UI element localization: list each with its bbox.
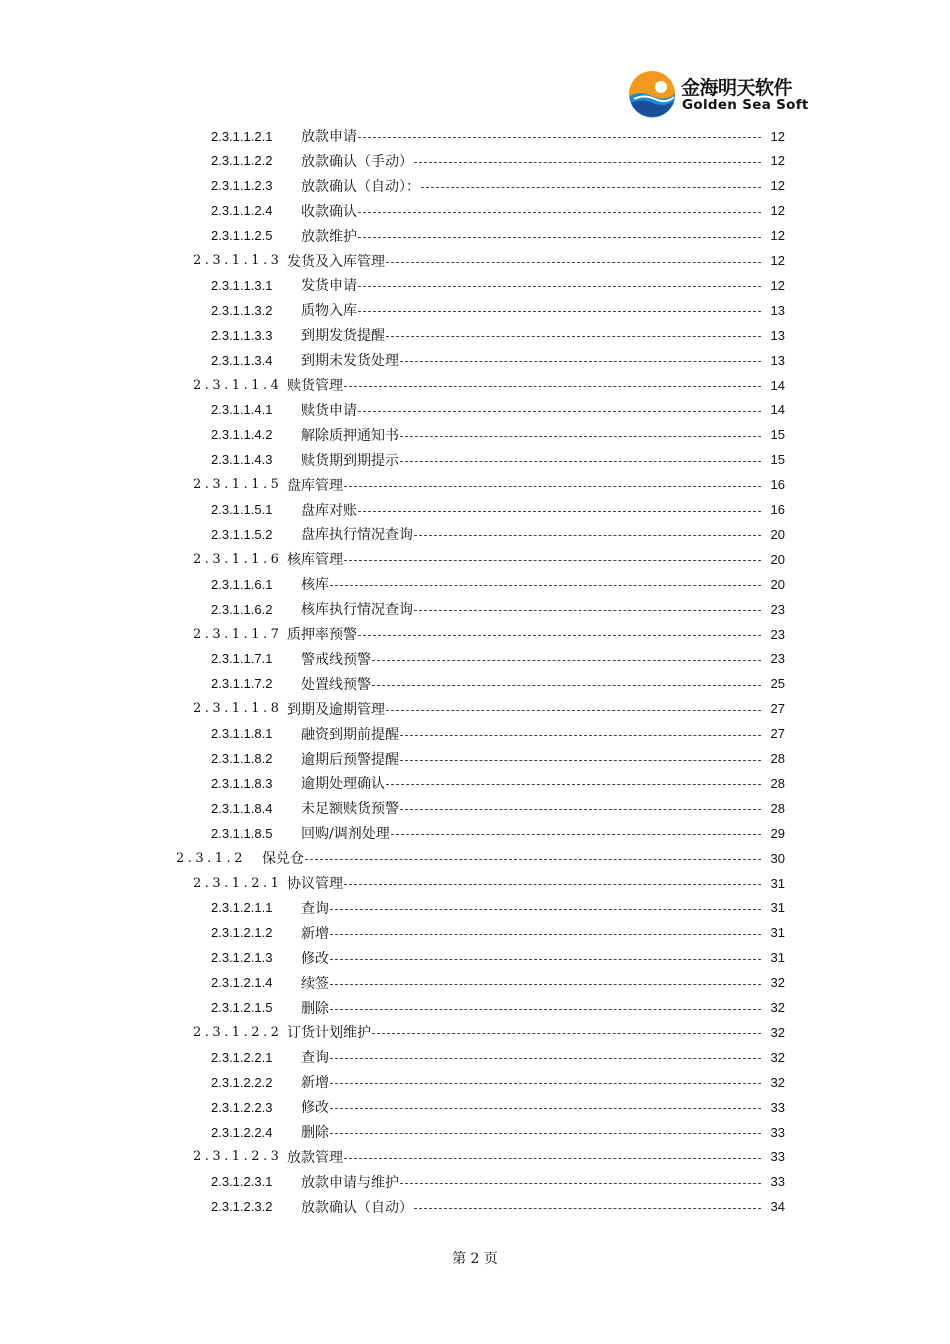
toc-entry-number: 2.3.1.1.4.3 xyxy=(211,452,273,468)
toc-entry-number: 2.3.1.1.6.2 xyxy=(211,601,273,617)
toc-entry-number: 2.3.1.1.8 xyxy=(193,701,283,717)
toc-entry-title: 放款申请与维护 xyxy=(301,1174,399,1191)
toc-entry-number: 2.3.1.1.6.1 xyxy=(211,576,273,592)
toc-entry-title: 处置线预警 xyxy=(301,676,371,693)
toc-entry[interactable] xyxy=(0,722,950,746)
toc-entry[interactable] xyxy=(0,747,950,771)
golden-sea-logo-icon xyxy=(628,70,676,118)
toc-entry-page: 31 xyxy=(770,875,785,891)
toc-entry-page: 31 xyxy=(770,925,785,941)
page-number-footer: 第 2 页 xyxy=(452,1251,498,1267)
toc-entry-number: 2.3.1.1.3.1 xyxy=(211,277,273,293)
toc-entry-title: 保兑仓 xyxy=(262,851,304,868)
toc-entry[interactable] xyxy=(0,1170,950,1194)
toc-entry-title: 赎货管理 xyxy=(287,378,343,394)
toc-entry-title: 回购/调剂处理 xyxy=(301,826,390,843)
toc-entry-page: 34 xyxy=(770,1199,785,1215)
toc-dot-leader xyxy=(344,485,761,487)
toc-entry-title: 新增 xyxy=(301,1075,329,1092)
toc-entry[interactable] xyxy=(0,771,950,795)
toc-dot-leader xyxy=(330,1132,761,1134)
toc-entry-title: 新增 xyxy=(301,925,329,942)
toc-dot-leader xyxy=(358,510,761,512)
toc-entry[interactable] xyxy=(0,1020,950,1044)
toc-entry-number: 2.3.1.1.2.2 xyxy=(211,153,273,169)
toc-dot-leader xyxy=(358,410,761,412)
toc-entry[interactable] xyxy=(0,199,950,223)
toc-entry-number: 2.3.1.1.3.2 xyxy=(211,302,273,318)
toc-entry-title: 核库 xyxy=(301,577,329,594)
toc-entry-number: 2.3.1.1.5.1 xyxy=(211,502,273,517)
toc-entry-title: 未足额赎货预警 xyxy=(301,801,399,818)
toc-dot-leader xyxy=(386,261,761,263)
company-logo xyxy=(628,70,818,120)
toc-entry-page: 29 xyxy=(770,825,785,841)
toc-entry-title: 发货申请 xyxy=(301,278,357,295)
toc-entry-title: 续签 xyxy=(301,975,329,992)
toc-entry-number: 2.3.1.2.2.2 xyxy=(211,1074,273,1090)
toc-entry-number: 2.3.1.2.1.1 xyxy=(211,900,273,916)
toc-entry-title: 到期发货提醒 xyxy=(301,328,385,345)
toc-entry-title: 质押率预警 xyxy=(287,627,357,643)
toc-entry-number: 2.3.1.2.2.4 xyxy=(211,1124,273,1140)
toc-entry-page: 33 xyxy=(770,1124,785,1140)
toc-entry[interactable] xyxy=(0,224,950,248)
toc-entry-page: 15 xyxy=(770,452,785,468)
toc-entry[interactable] xyxy=(0,473,950,497)
toc-entry[interactable] xyxy=(0,1095,950,1119)
toc-entry-page: 23 xyxy=(770,651,785,667)
toc-dot-leader xyxy=(414,161,761,163)
toc-entry-page: 25 xyxy=(770,676,785,692)
toc-entry-number: 2.3.1.2.1 xyxy=(193,875,283,891)
toc-entry-title: 到期及逾期管理 xyxy=(287,701,385,718)
toc-entry[interactable] xyxy=(0,298,950,322)
toc-entry[interactable] xyxy=(0,149,950,173)
toc-entry-page: 28 xyxy=(770,800,785,816)
toc-entry-number: 2.3.1.2.2.3 xyxy=(211,1099,273,1115)
toc-dot-leader xyxy=(372,1032,761,1034)
toc-entry-title: 核库管理 xyxy=(287,552,343,569)
toc-entry[interactable] xyxy=(0,373,950,397)
toc-entry-page: 20 xyxy=(770,576,785,592)
toc-dot-leader xyxy=(330,958,761,960)
toc-entry-title: 删除 xyxy=(301,1125,329,1141)
toc-dot-leader xyxy=(344,883,761,885)
toc-entry-page: 15 xyxy=(770,427,785,443)
toc-entry-number: 2.3.1.1.6 xyxy=(193,551,283,567)
toc-entry[interactable] xyxy=(0,946,950,970)
toc-entry[interactable] xyxy=(0,796,950,820)
toc-dot-leader xyxy=(386,783,761,785)
toc-entry-page: 32 xyxy=(770,1049,785,1065)
toc-entry-number: 2.3.1.1.7.1 xyxy=(211,651,273,667)
toc-entry-page: 13 xyxy=(770,302,785,318)
toc-entry-page: 12 xyxy=(770,128,785,144)
toc-entry-title: 删除 xyxy=(301,1000,329,1017)
toc-entry-page: 32 xyxy=(770,975,785,991)
toc-dot-leader xyxy=(344,559,761,561)
toc-dot-leader xyxy=(330,1082,761,1084)
toc-entry-title: 收款确认 xyxy=(301,203,357,220)
toc-dot-leader xyxy=(358,236,761,238)
toc-entry[interactable] xyxy=(0,871,950,895)
toc-dot-leader xyxy=(305,858,761,860)
toc-dot-leader xyxy=(400,1182,761,1184)
toc-entry-title: 逾期后预警提醒 xyxy=(301,751,399,768)
toc-entry[interactable] xyxy=(0,672,950,696)
toc-dot-leader xyxy=(386,709,761,711)
toc-entry-page: 31 xyxy=(770,900,785,916)
toc-entry-title: 到期未发货处理 xyxy=(301,353,399,370)
toc-entry-number: 2.3.1.1.2.1 xyxy=(211,128,273,144)
toc-entry-page: 28 xyxy=(770,751,785,766)
toc-entry-page: 23 xyxy=(770,601,785,617)
toc-entry[interactable] xyxy=(0,448,950,472)
toc-dot-leader xyxy=(400,360,761,362)
toc-entry[interactable] xyxy=(0,124,950,148)
toc-entry-page: 32 xyxy=(770,1074,785,1090)
toc-dot-leader xyxy=(400,460,761,462)
toc-entry-page: 31 xyxy=(770,950,785,966)
toc-entry-title: 协议管理 xyxy=(287,876,343,892)
logo-english-name: Golden Sea Soft xyxy=(682,97,809,113)
toc-entry[interactable] xyxy=(0,547,950,571)
toc-entry-page: 20 xyxy=(770,551,785,567)
toc-entry-page: 33 xyxy=(770,1149,785,1165)
toc-entry-page: 16 xyxy=(770,502,785,517)
toc-dot-leader xyxy=(330,1107,761,1109)
toc-entry-page: 12 xyxy=(770,153,785,169)
toc-entry[interactable] xyxy=(0,498,950,522)
toc-entry-page: 23 xyxy=(770,626,785,642)
toc-entry[interactable] xyxy=(0,1145,950,1169)
toc-entry[interactable] xyxy=(0,821,950,845)
toc-entry-page: 12 xyxy=(770,203,785,219)
toc-entry-page: 33 xyxy=(770,1099,785,1115)
toc-entry[interactable] xyxy=(0,423,950,447)
toc-entry-title: 质物入库 xyxy=(301,303,357,320)
toc-entry-number: 2.3.1.2.3.2 xyxy=(211,1199,273,1215)
toc-entry-number: 2.3.1.2.1.5 xyxy=(211,1000,273,1015)
toc-entry[interactable] xyxy=(0,971,950,995)
toc-entry-page: 20 xyxy=(770,526,785,542)
toc-entry-number: 2.3.1.2.1.2 xyxy=(211,925,273,941)
toc-entry-number: 2.3.1.2.3.1 xyxy=(211,1174,273,1190)
toc-entry[interactable] xyxy=(0,398,950,422)
toc-entry-title: 发货及入库管理 xyxy=(287,253,385,270)
toc-entry[interactable] xyxy=(0,1045,950,1069)
toc-entry-title: 放款确认（自动） xyxy=(301,1199,413,1216)
toc-entry[interactable] xyxy=(0,996,950,1020)
toc-entry-page: 27 xyxy=(770,701,785,717)
toc-entry[interactable] xyxy=(0,273,950,297)
toc-entry-number: 2.3.1.2.1.3 xyxy=(211,950,273,966)
toc-entry-number: 2.3.1.1.4.2 xyxy=(211,427,273,443)
toc-dot-leader xyxy=(400,759,761,761)
toc-entry-number: 2.3.1.2.3 xyxy=(193,1149,283,1165)
toc-dot-leader xyxy=(358,634,761,636)
toc-entry[interactable] xyxy=(0,846,950,870)
toc-entry-number: 2.3.1.1.8.3 xyxy=(211,775,273,791)
toc-entry-page: 33 xyxy=(770,1174,785,1190)
toc-entry-title: 赎货期到期提示 xyxy=(301,452,399,469)
toc-entry-number: 2.3.1.1.4.1 xyxy=(211,402,273,418)
toc-dot-leader xyxy=(330,983,761,985)
toc-entry-page: 32 xyxy=(770,1024,785,1040)
toc-entry-title: 逾期处理确认 xyxy=(301,776,385,793)
toc-entry-number: 2.3.1.1.3.3 xyxy=(211,327,273,343)
toc-dot-leader xyxy=(344,1157,761,1159)
toc-entry-page: 13 xyxy=(770,327,785,343)
toc-entry-title: 放款确认（手动） xyxy=(301,153,413,170)
toc-entry-title: 警戒线预警 xyxy=(301,651,371,668)
toc-entry-number: 2.3.1.1.2.4 xyxy=(211,203,273,219)
toc-entry-title: 盘库对账 xyxy=(301,502,357,519)
toc-entry-page: 12 xyxy=(770,228,785,244)
toc-dot-leader xyxy=(330,933,761,935)
toc-entry[interactable] xyxy=(0,572,950,596)
toc-entry-title: 放款确认（自动）： xyxy=(301,178,420,195)
toc-entry[interactable] xyxy=(0,323,950,347)
toc-dot-leader xyxy=(391,833,761,835)
toc-dot-leader xyxy=(358,310,761,312)
toc-entry-title: 修改 xyxy=(301,950,329,967)
toc-entry-number: 2.3.1.1.8.2 xyxy=(211,751,273,766)
toc-entry-title: 查询 xyxy=(301,1050,329,1067)
toc-dot-leader xyxy=(344,385,761,387)
toc-entry-page: 14 xyxy=(770,377,785,393)
toc-entry-page: 13 xyxy=(770,352,785,368)
logo-chinese-name: 金海明天软件 xyxy=(681,77,793,99)
toc-entry-number: 2.3.1.1.3 xyxy=(193,253,283,268)
toc-entry-number: 2.3.1.1.2.5 xyxy=(211,228,273,244)
toc-dot-leader xyxy=(330,1008,761,1010)
toc-entry-page: 16 xyxy=(770,477,785,493)
toc-entry-number: 2.3.1.1.8.5 xyxy=(211,825,273,841)
toc-entry[interactable] xyxy=(0,622,950,646)
toc-entry-page: 12 xyxy=(770,253,785,268)
toc-entry[interactable] xyxy=(0,1070,950,1094)
toc-dot-leader xyxy=(400,435,761,437)
toc-entry[interactable] xyxy=(0,522,950,546)
toc-entry-title: 放款申请 xyxy=(301,129,357,145)
toc-entry-number: 2.3.1.1.7.2 xyxy=(211,676,273,692)
toc-entry-page: 27 xyxy=(770,726,785,742)
toc-dot-leader xyxy=(421,186,761,188)
toc-entry-page: 12 xyxy=(770,277,785,293)
toc-entry-page: 30 xyxy=(770,850,785,866)
toc-entry-number: 2.3.1.1.2.3 xyxy=(211,178,273,194)
toc-entry-title: 解除质押通知书 xyxy=(301,427,399,444)
toc-dot-leader xyxy=(330,908,761,910)
toc-entry[interactable] xyxy=(0,249,950,273)
toc-entry-number: 2.3.1.1.3.4 xyxy=(211,352,273,368)
toc-entry[interactable] xyxy=(0,896,950,920)
toc-entry-title: 查询 xyxy=(301,900,329,917)
toc-entry-title: 订货计划维护 xyxy=(287,1025,371,1042)
toc-entry-page: 12 xyxy=(770,178,785,194)
toc-dot-leader xyxy=(330,584,761,586)
toc-entry-number: 2.3.1.1.5.2 xyxy=(211,526,273,542)
toc-dot-leader xyxy=(400,808,761,810)
toc-entry-number: 2.3.1.1.7 xyxy=(193,626,283,642)
toc-dot-leader xyxy=(358,285,761,287)
toc-entry-title: 核库执行情况查询 xyxy=(301,602,413,619)
toc-entry-title: 放款管理 xyxy=(287,1149,343,1166)
toc-dot-leader xyxy=(372,684,761,686)
toc-entry-number: 2.3.1.1.4 xyxy=(193,377,283,393)
toc-entry-number: 2.3.1.1.8.4 xyxy=(211,800,273,816)
toc-entry-title: 盘库执行情况查询 xyxy=(301,527,413,544)
toc-entry[interactable] xyxy=(0,174,950,198)
toc-entry[interactable] xyxy=(0,597,950,621)
toc-entry-title: 修改 xyxy=(301,1100,329,1117)
toc-entry-page: 28 xyxy=(770,775,785,791)
toc-entry-number: 2.3.1.2.1.4 xyxy=(211,975,273,991)
toc-entry-title: 赎货申请 xyxy=(301,402,357,419)
toc-entry-page: 32 xyxy=(770,1000,785,1015)
toc-entry[interactable] xyxy=(0,348,950,372)
toc-entry[interactable] xyxy=(0,921,950,945)
toc-dot-leader xyxy=(414,609,761,611)
toc-entry[interactable] xyxy=(0,1195,950,1219)
toc-dot-leader xyxy=(400,734,761,736)
toc-dot-leader xyxy=(372,659,761,661)
toc-entry[interactable] xyxy=(0,697,950,721)
toc-entry-title: 融资到期前提醒 xyxy=(301,726,399,743)
toc-entry-title: 放款维护 xyxy=(301,228,357,245)
toc-entry-title: 盘库管理 xyxy=(287,477,343,494)
toc-dot-leader xyxy=(330,1057,761,1059)
toc-entry[interactable] xyxy=(0,647,950,671)
toc-entry-number: 2.3.1.2 xyxy=(176,850,246,866)
toc-entry-page: 14 xyxy=(770,402,785,418)
toc-dot-leader xyxy=(414,534,761,536)
toc-entry-number: 2.3.1.1.5 xyxy=(193,477,283,493)
toc-entry-number: 2.3.1.1.8.1 xyxy=(211,726,273,742)
toc-dot-leader xyxy=(414,1207,761,1209)
toc-dot-leader xyxy=(358,136,761,138)
toc-dot-leader xyxy=(386,335,761,337)
toc-entry[interactable] xyxy=(0,1120,950,1144)
toc-dot-leader xyxy=(358,211,761,213)
toc-entry-number: 2.3.1.2.2.1 xyxy=(211,1049,273,1065)
toc-entry-number: 2.3.1.2.2 xyxy=(193,1024,283,1040)
